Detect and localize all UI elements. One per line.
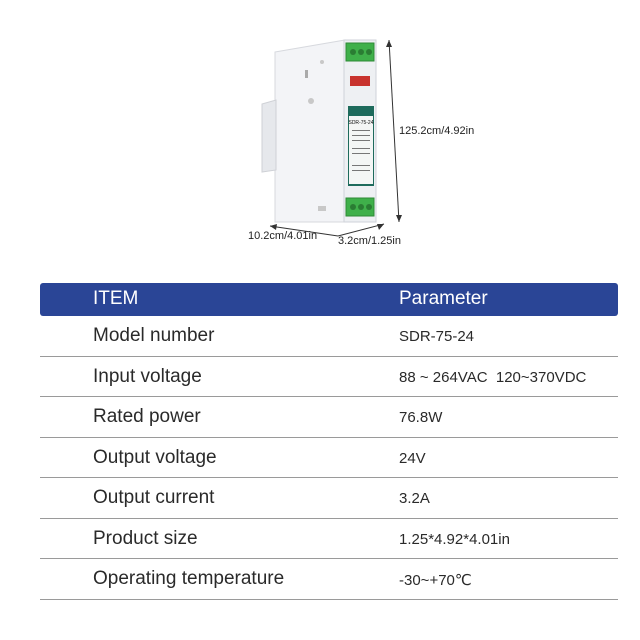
table-row: [40, 397, 618, 438]
table-row: [40, 478, 618, 519]
row-parameter: SDR-75-24: [399, 328, 475, 345]
row-parameter: 76.8W: [399, 409, 443, 426]
header-parameter: Parameter: [399, 288, 488, 309]
dimension-width-label: 10.2cm/4.01in: [248, 230, 318, 242]
row-parameter: -30~+70℃: [399, 572, 472, 589]
row-parameter: 88 ~ 264VAC 120~370VDC: [399, 368, 587, 386]
row-parameter: 3.2A: [399, 490, 430, 507]
row-item: Input voltage: [93, 365, 202, 387]
front-panel: [344, 40, 376, 222]
row-item: Rated power: [93, 406, 201, 427]
dimension-depth-label: 3.2cm/1.25in: [338, 235, 401, 247]
row-item: Output voltage: [93, 446, 217, 468]
spec-table: [40, 283, 618, 600]
table-header: [40, 283, 618, 316]
table-row: [40, 357, 618, 398]
power-supply-image: [0, 0, 640, 270]
header-item: ITEM: [93, 288, 139, 309]
table-row: [40, 438, 618, 479]
product-figure: [0, 0, 640, 270]
enclosure: [262, 40, 345, 222]
row-item: Model number: [93, 325, 215, 346]
row-item: Product size: [93, 527, 198, 549]
table-row: [40, 316, 618, 357]
table-row: [40, 519, 618, 560]
brand-badge: [350, 76, 370, 86]
row-parameter: 24V: [399, 449, 426, 467]
row-item: Output current: [93, 487, 215, 508]
dimension-height-label: 125.2cm/4.92in: [399, 125, 475, 137]
row-parameter: 1.25*4.92*4.01in: [399, 530, 510, 548]
row-item: Operating temperature: [93, 568, 285, 589]
table-row: [40, 559, 618, 600]
device-model-text: SDR-75-24: [348, 120, 374, 126]
